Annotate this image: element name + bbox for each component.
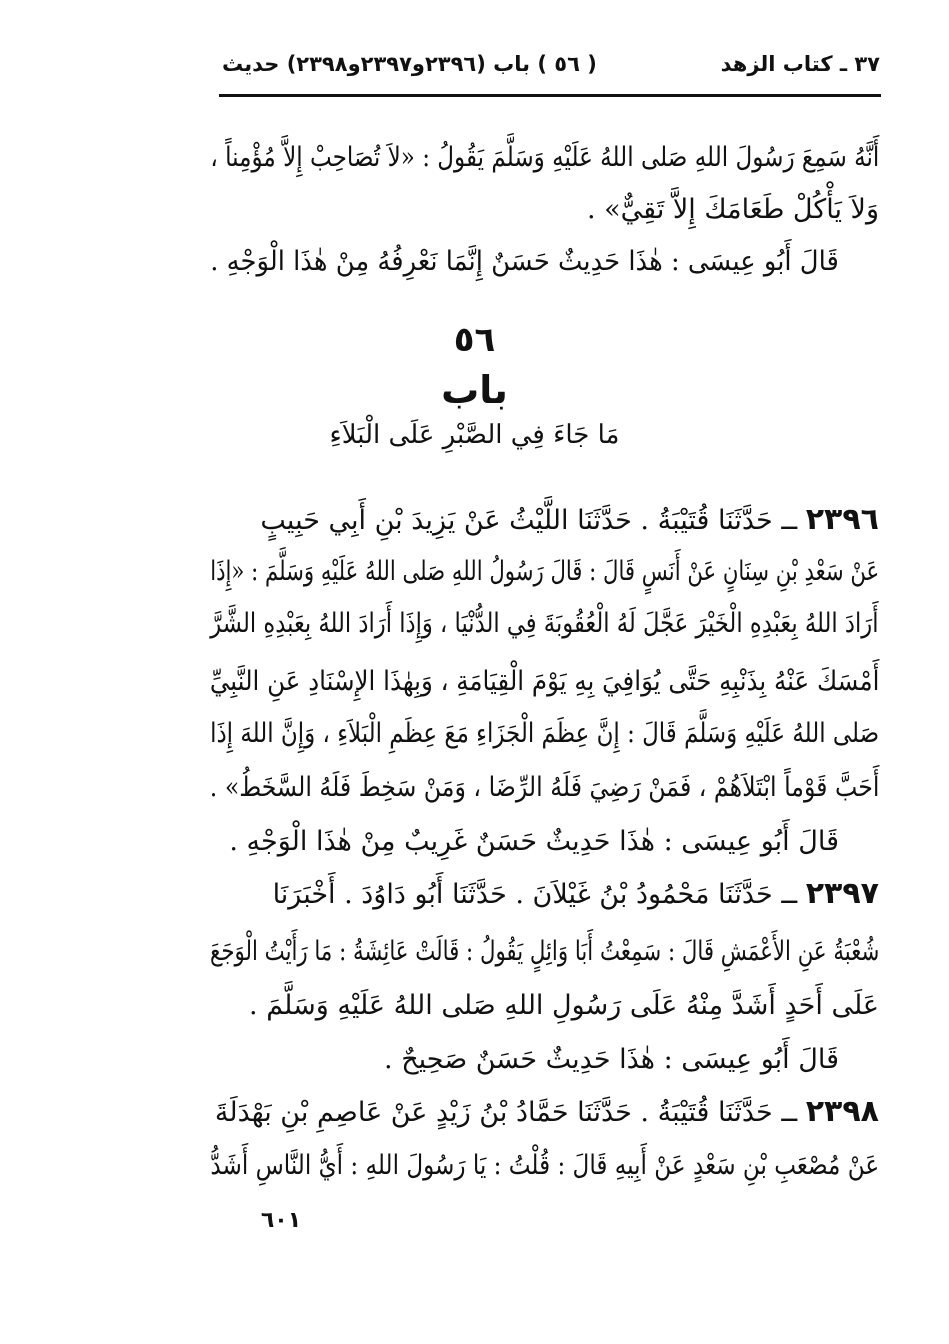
hadith-number: ٢٣٩٦ — [805, 502, 879, 537]
hadith-text: ــ حَدَّثَنَا قُتَيْبَةُ . حَدَّثَنَا حَمَّادُ بْنُ زَيْدٍ عَنْ عَاصِمِ بْنِ بَهْدَلَةَ — [214, 1097, 798, 1128]
text-line: قَالَ أَبُو عِيسَى : هٰذَا حَدِيثٌ حَسَنٌ غَرِيبٌ مِنْ هٰذَا الْوَجْهِ . — [229, 826, 839, 857]
text-line: عَنْ مُصْعَبِ بْنِ سَعْدٍ عَنْ أَبِيهِ قَالَ : قُلْتُ : يَا رَسُولَ اللهِ : أَيُّ النَّاسِ أَشَدُّ — [210, 1150, 879, 1181]
text-line: وَلاَ يَأْكُلْ طَعَامَكَ إِلاَّ تَقِيٌّ» . — [586, 194, 879, 225]
hadith-line — [215, 1092, 879, 1133]
text-line: قَالَ أَبُو عِيسَى : هٰذَا حَدِيثٌ حَسَنٌ إِنَّمَا نَعْرِفُهُ مِنْ هٰذَا الْوَجْهِ . — [210, 246, 839, 277]
section-title: مَا جَاءَ فِي الصَّبْرِ عَلَى الْبَلاَءِ — [329, 420, 620, 450]
text-line: أَرَادَ اللهُ بِعَبْدِهِ الْخَيْرَ عَجَّلَ لَهُ الْعُقُوبَةَ فِي الدُّنْيَا ، وَإِذَا أَرَادَ اللهُ بِعَبْدِهِ الشَّرَّ — [210, 608, 879, 639]
text-line: أَحَبَّ قَوْماً ابْتَلاَهُمْ ، فَمَنْ رَضِيَ فَلَهُ الرِّضَا ، وَمَنْ سَخِطَ فَلَهُ السَّخَطُ» . — [209, 772, 879, 803]
text-line: عَلَى أَحَدٍ أَشَدَّ مِنْهُ عَلَى رَسُولِ اللهِ صَلى اللهُ عَلَيْهِ وَسَلَّمَ . — [249, 990, 879, 1021]
section-label: باب — [441, 368, 508, 412]
text-line: أَمْسَكَ عَنْهُ بِذَنْبِهِ حَتَّى يُوَافِيَ بِهِ يَوْمَ الْقِيَامَةِ ، وَبِهٰذَا الإِسْنَادِ عَنِ النَّبِيِّ — [209, 666, 879, 697]
header-rule — [219, 94, 881, 97]
running-header — [222, 44, 880, 84]
hadith-number: ٢٣٩٨ — [805, 1094, 879, 1129]
hadith-number: ٢٣٩٧ — [805, 876, 879, 911]
text-line: صَلى اللهُ عَلَيْهِ وَسَلَّمَ قَالَ : إِنَّ عِظَمَ الْجَزَاءِ مَعَ عِظَمِ الْبَلاَءِ ، وَإِنَّ اللهَ إِذَا — [209, 718, 879, 749]
text-line: أَنَّهُ سَمِعَ رَسُولَ اللهِ صَلى اللهُ عَلَيْهِ وَسَلَّمَ يَقُولُ : «لاَ تُصَاحِبْ إِلاَّ مُؤْمِناً ، — [210, 142, 879, 173]
text-line: شُعْبَةُ عَنِ الأَعْمَشِ قَالَ : سَمِعْتُ أَبَا وَائِلٍ يَقُولُ : قَالَتْ عَائِشَةُ : مَا رَأَيْتُ الْوَجَعَ — [209, 936, 879, 967]
hadith-text: ــ حَدَّثَنَا قُتَيْبَةُ . حَدَّثَنَا اللَّيْثُ عَنْ يَزِيدَ بْنِ أَبِي حَبِيبٍ — [260, 505, 798, 536]
text-line: قَالَ أَبُو عِيسَى : هٰذَا حَدِيثٌ حَسَنٌ صَحِيحٌ . — [384, 1044, 839, 1075]
header-book-title: ٣٧ ـ كتاب الزهد — [720, 52, 880, 76]
hadith-line — [260, 500, 879, 541]
header-chapter-ref: ( ٥٦ ) باب (٢٣٩٦و٢٣٩٧و٢٣٩٨) حديث — [222, 52, 597, 76]
hadith-text: ــ حَدَّثَنَا مَحْمُودُ بْنُ غَيْلاَنَ . حَدَّثَنَا أَبُو دَاوُدَ . أَخْبَرَنَا — [272, 879, 798, 910]
text-line: عَنْ سَعْدِ بْنِ سِنَانٍ عَنْ أَنَسٍ قَالَ : قَالَ رَسُولُ اللهِ صَلى اللهُ عَلَيْهِ وَسَلَّمَ : «إِذَا — [210, 556, 879, 587]
page-number: ٦٠١ — [260, 1208, 302, 1233]
section-number: ٥٦ — [453, 320, 496, 360]
hadith-line — [273, 874, 879, 915]
